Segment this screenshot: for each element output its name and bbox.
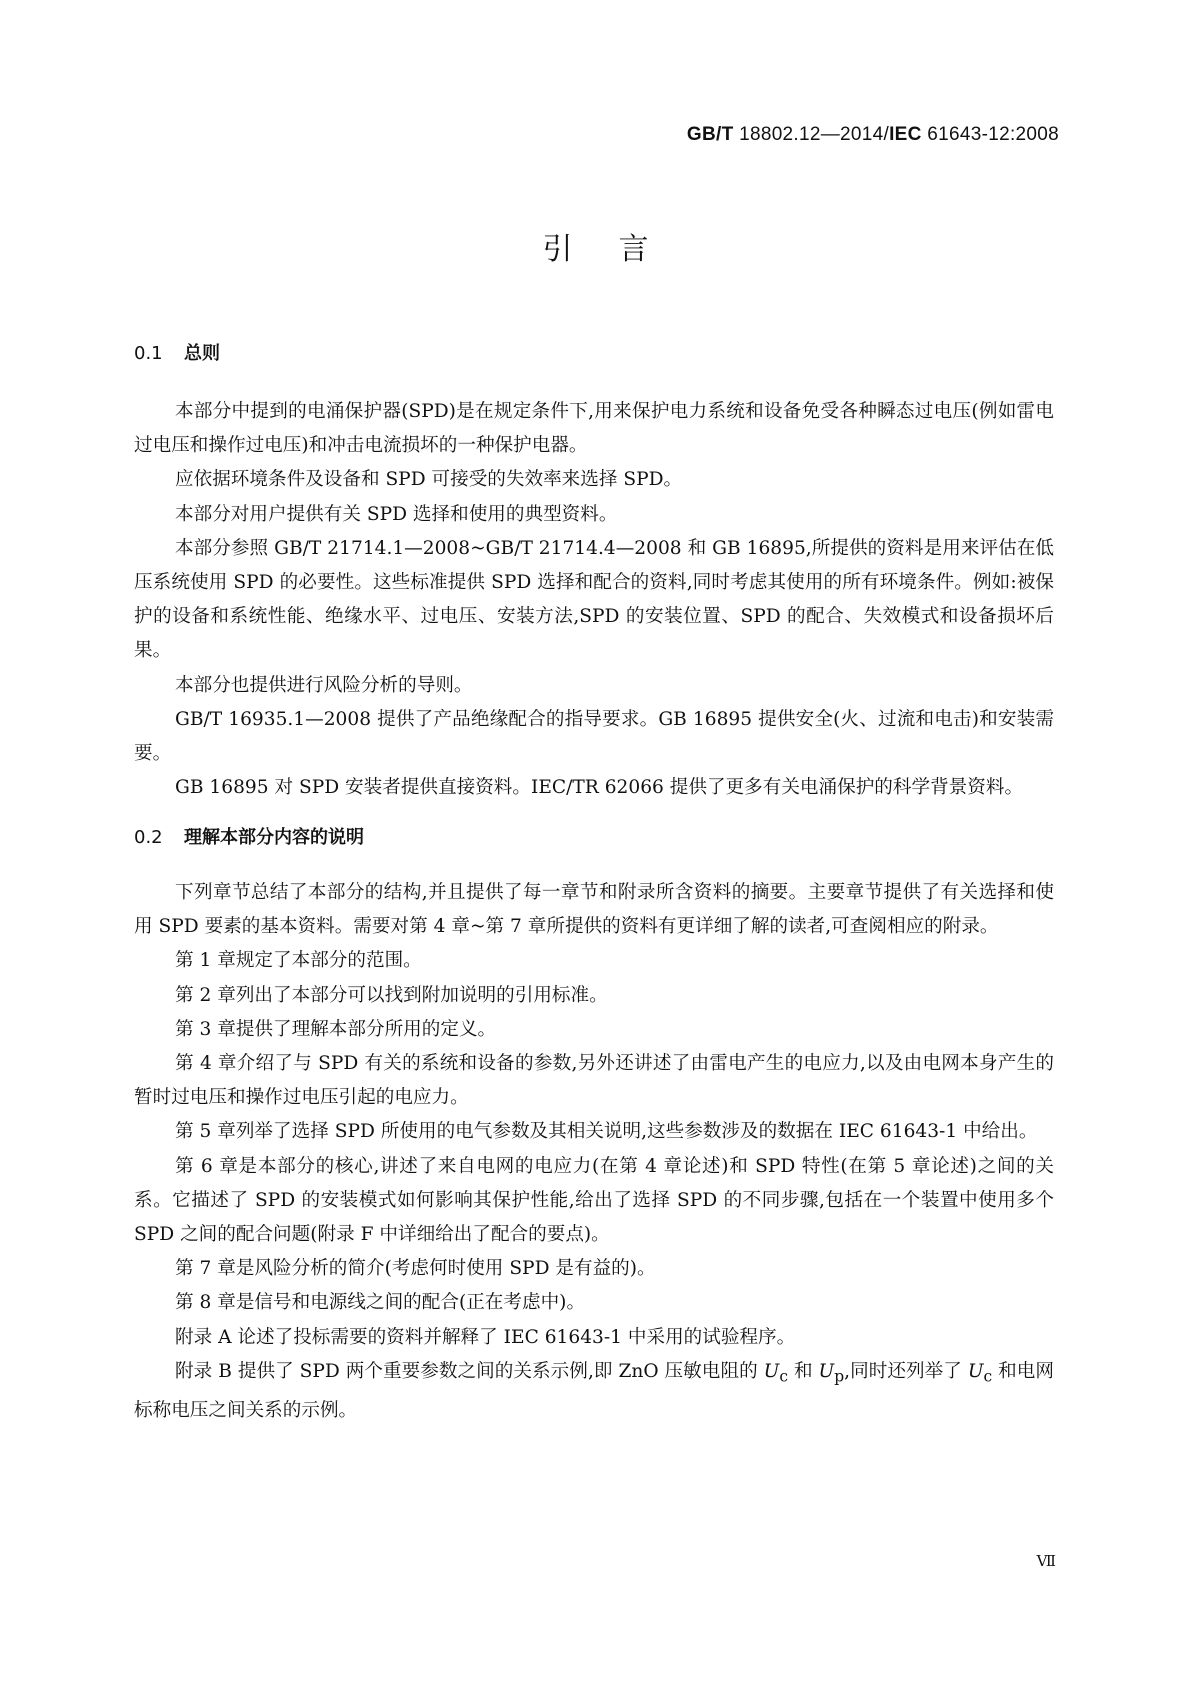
standard-number-header — [687, 124, 1059, 146]
standard-code-prefix: GB/T — [686, 124, 734, 145]
section-label: 总则 — [184, 343, 220, 364]
symbol-up-subscript: p — [834, 1367, 845, 1386]
paragraph: 第 2 章列出了本部分可以找到附加说明的引用标准。 — [175, 984, 608, 1006]
symbol-uc-subscript: c — [779, 1367, 789, 1386]
paragraph: 应依据环境条件及设备和 SPD 可接受的失效率来选择 SPD。 — [175, 469, 683, 491]
symbol-uc: U — [967, 1360, 984, 1382]
page-number: Ⅶ — [1036, 1552, 1056, 1570]
text-run: 附录 B 提供了 SPD 两个重要参数之间的关系示例,即 ZnO 压敏电阻的 — [175, 1360, 764, 1382]
paragraph: 下列章节总结了本部分的结构,并且提供了每一章节和附录所含资料的摘要。主要章节提供了有关选择和使用 SPD 要素的基本资料。需要对第 4 章~第 7 章所提供的资料有更详细了解的读者,可查阅相应的附录。 — [134, 882, 1054, 938]
paragraph: GB 16895 对 SPD 安装者提供直接资料。IEC/TR 62066 提供了更多有关电涌保护的科学背景资料。 — [175, 777, 1024, 799]
section-heading-explanation — [134, 823, 364, 849]
section-number: 0.1 — [134, 343, 163, 364]
symbol-uc-subscript: c — [983, 1367, 993, 1386]
paragraph: 第 4 章介绍了与 SPD 有关的系统和设备的参数,另外还讲述了由雷电产生的电应力,以及由电网本身产生的暂时过电压和操作过电压引起的电应力。 — [134, 1053, 1054, 1109]
symbol-up: U — [818, 1360, 835, 1382]
paragraph: 本部分也提供进行风险分析的导则。 — [175, 674, 473, 696]
symbol-uc: U — [763, 1360, 780, 1382]
paragraph: 第 1 章规定了本部分的范围。 — [175, 950, 422, 972]
paragraph: 附录 A 论述了投标需要的资料并解释了 IEC 61643-1 中采用的试验程序。 — [175, 1326, 796, 1348]
section-body-general — [134, 395, 1054, 805]
standard-code-number: 18802.12—2014/ — [733, 124, 890, 145]
page-title: 引言 — [542, 232, 695, 267]
paragraph: 第 5 章列举了选择 SPD 所使用的电气参数及其相关说明,这些参数涉及的数据在 IEC 61643-1 中给出。 — [175, 1121, 1038, 1143]
paragraph: 第 7 章是风险分析的简介(考虑何时使用 SPD 是有益的)。 — [175, 1258, 656, 1280]
text-run: ,同时还列举了 — [844, 1360, 968, 1382]
paragraph: 本部分参照 GB/T 21714.1—2008~GB/T 21714.4—2008 和 GB 16895,所提供的资料是用来评估在低压系统使用 SPD 的必要性。这些标准提供 SPD 选择和配合的资料,同时考虑其使用的所有环境条件。例如:被保护的设备和系统性能、绝缘水平、过电压、安装方法,SPD 的安装位置、SPD 的配合、失效模式和设备损坏后果。 — [134, 537, 1054, 662]
paragraph: 本部分对用户提供有关 SPD 选择和使用的典型资料。 — [175, 503, 618, 525]
iec-number: 61643-12:2008 — [921, 124, 1059, 145]
paragraph: 第 8 章是信号和电源线之间的配合(正在考虑中)。 — [175, 1292, 586, 1314]
text-run: 和电网标称电压之间关系的示例。 — [134, 1360, 1054, 1421]
paragraph: 本部分中提到的电涌保护器(SPD)是在规定条件下,用来保护电力系统和设备免受各种瞬态过电压(例如雷电过电压和操作过电压)和冲击电流损坏的一种保护电器。 — [134, 401, 1054, 457]
section-label: 理解本部分内容的说明 — [184, 827, 364, 848]
section-number: 0.2 — [134, 827, 163, 848]
section-heading-general — [134, 339, 220, 365]
section-body-explanation — [134, 876, 1054, 1428]
paragraph: GB/T 16935.1—2008 提供了产品绝缘配合的指导要求。GB 16895 提供安全(火、过流和电击)和安装需要。 — [134, 708, 1054, 765]
paragraph-annex-b — [134, 1355, 1054, 1428]
text-run: 和 — [788, 1360, 819, 1382]
paragraph: 第 3 章提供了理解本部分所用的定义。 — [175, 1018, 497, 1040]
iec-prefix: IEC — [889, 124, 922, 145]
paragraph: 第 6 章是本部分的核心,讲述了来自电网的电应力(在第 4 章论述)和 SPD 特性(在第 5 章论述)之间的关系。它描述了 SPD 的安装模式如何影响其保护性能,给出了选择 SPD 的不同步骤,包括在一个装置中使用多个 SPD 之间的配合问题(附录 F 中详细给出了配合的要点)。 — [134, 1155, 1054, 1246]
